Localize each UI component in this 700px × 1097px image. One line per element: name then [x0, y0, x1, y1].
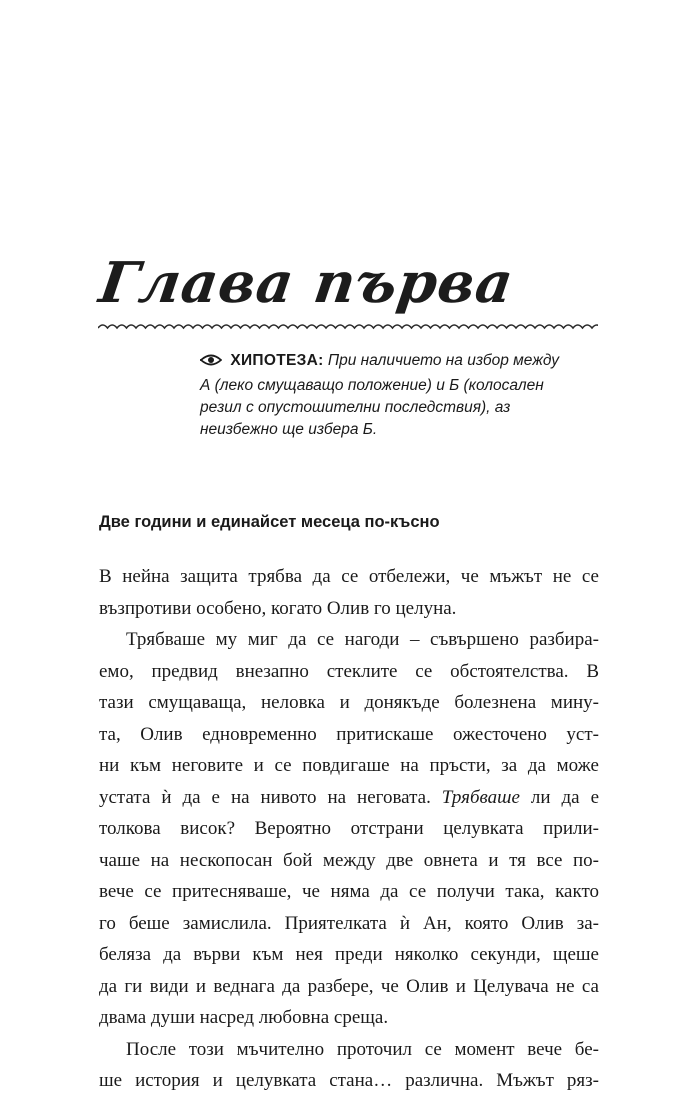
hypothesis-text: При наличието на избор между [327, 352, 559, 369]
body-line-part: ли да е [530, 786, 600, 808]
section-heading: Две години и единайсет месеца по-късно [99, 513, 440, 531]
body-line: вече се притесняваше, че няма да се получи така, както [99, 881, 599, 902]
body-line-part: устата ѝ да е на нивото на неговата. [99, 786, 431, 808]
eye-icon [200, 352, 222, 375]
hypothesis-line [200, 350, 600, 375]
body-line: толкова висок? Вероятно отстрани целувката прили- [99, 818, 599, 839]
body-line: После този мъчително проточил се момент вече бе- [126, 1038, 599, 1060]
body-line: възпротиви особено, когато Олив го целуна. [99, 597, 457, 619]
hypothesis-line: А (леко смущаващо положение) и Б (колосален [200, 377, 544, 394]
body-line: та, Олив едновременно притискаше ожесточено уст- [99, 723, 599, 745]
body-line: го беше замислила. Приятелката ѝ Ан, която Олив за- [99, 912, 599, 934]
hypothesis-block [200, 350, 600, 441]
body-line: ше история и целувката стана… различна. Мъжът ряз- [99, 1070, 599, 1091]
body-line: ни към неговите и се повдигаше на пръсти, за да може [99, 755, 599, 776]
hypothesis-line: неизбежно ще избера Б. [200, 421, 378, 438]
body-line: чаше на нескопосан бой между две овнета и тя все по- [99, 849, 599, 871]
body-line: тази смущаваща, неловка и донякъде болезнена мину- [99, 692, 599, 713]
body-line: двама души насред любовна среща. [99, 1007, 389, 1028]
body-line [99, 782, 599, 814]
chapter-title: Глава първа [95, 250, 518, 316]
body-text [99, 561, 599, 1097]
hypothesis-label: ХИПОТЕЗА: [230, 352, 324, 369]
body-line: В нейна защита трябва да се отбележи, че мъжът не се [99, 566, 599, 587]
body-line: емо, предвид внезапно стеклите се обстоятелства. В [99, 660, 599, 682]
hypothesis-line: резил с опустошителни последствия), аз [200, 399, 511, 416]
body-line: да ги види и веднага да разбере, че Олив и Целувача не са [99, 975, 599, 997]
body-line: беляза да върви към нея преди няколко секунди, щеше [99, 944, 599, 965]
body-line: Трябваше му миг да се нагоди – съвършено разбира- [126, 629, 599, 650]
wavy-divider [98, 318, 598, 338]
emphasis-text: Трябваше [441, 786, 520, 808]
